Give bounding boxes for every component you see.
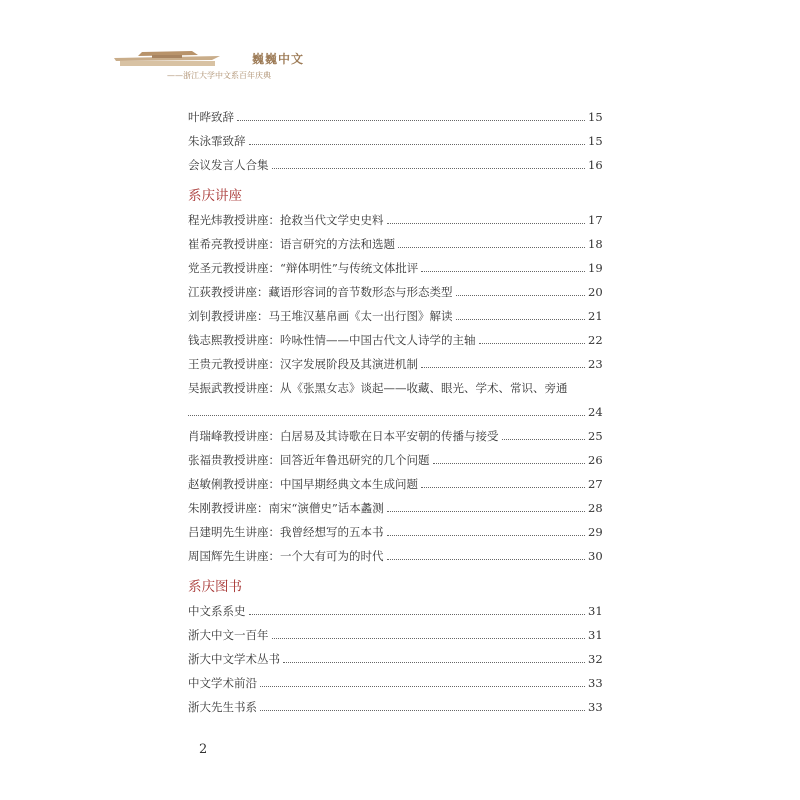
toc-entry[interactable]: [188, 376, 600, 400]
dot-leader: [421, 270, 585, 272]
toc-entry-title: 江荻教授讲座：藏语形容词的音节数形态与形态类型: [188, 285, 453, 299]
dot-leader: [272, 167, 586, 169]
dot-leader: [249, 143, 586, 145]
dot-leader: [387, 222, 586, 224]
toc-entry-title: 浙大先生书系: [188, 700, 257, 714]
toc-entry-page: 25: [588, 429, 603, 443]
toc-entry[interactable]: [188, 448, 603, 472]
toc-entry-page: 29: [588, 525, 603, 539]
gate-tower-logo-icon: [112, 46, 222, 68]
toc-entry[interactable]: [188, 424, 603, 448]
toc-entry-title: 周国辉先生讲座：一个大有可为的时代: [188, 549, 384, 563]
toc-entry-page: 28: [588, 501, 603, 515]
toc-entry-title: 程光炜教授讲座：抢救当代文学史史料: [188, 213, 384, 227]
toc-entry[interactable]: [188, 647, 603, 671]
toc-entry-title: 朱刚教授讲座：南宋“演僧史”话本蠡测: [188, 501, 384, 515]
dot-leader: [398, 246, 585, 248]
table-of-contents: [188, 105, 603, 719]
toc-entry-title: 朱泳霏致辞: [188, 134, 246, 148]
toc-entry-title: 刘钊教授讲座：马王堆汉墓帛画《太一出行图》解读: [188, 309, 453, 323]
toc-entry[interactable]: [188, 256, 603, 280]
toc-entry-page: 27: [588, 477, 603, 491]
toc-entry-page: 22: [588, 333, 603, 347]
section-heading: 系庆图书: [188, 579, 242, 595]
dot-leader: [387, 510, 585, 512]
toc-entry-title: 党圣元教授讲座：“辩体明性”与传统文体批评: [188, 261, 419, 275]
toc-entry-page: 23: [588, 357, 603, 371]
toc-entry[interactable]: [188, 496, 603, 520]
toc-entry-page: 33: [588, 700, 603, 714]
toc-entry[interactable]: [188, 544, 603, 568]
toc-entry[interactable]: [188, 129, 603, 153]
toc-entry-title: 浙大中文一百年: [188, 628, 269, 642]
dot-leader: [479, 342, 586, 344]
toc-entry-page: 31: [588, 604, 603, 618]
dot-leader: [237, 119, 585, 121]
dot-leader: [421, 486, 585, 488]
toc-entry-title: 赵敏俐教授讲座：中国早期经典文本生成问题: [188, 477, 418, 491]
toc-entry-page: 18: [588, 237, 603, 251]
toc-entry-page: 19: [588, 261, 603, 275]
toc-entry-page: 26: [588, 453, 603, 467]
toc-entry[interactable]: [188, 599, 603, 623]
toc-entry-page: 33: [588, 676, 603, 690]
toc-entry-page: 21: [588, 309, 603, 323]
toc-entry-page: 20: [588, 285, 603, 299]
dot-leader: [249, 613, 586, 615]
dot-leader: [260, 685, 585, 687]
dot-leader: [387, 534, 586, 536]
dot-leader: [188, 414, 585, 416]
toc-entry[interactable]: [188, 695, 603, 719]
toc-entry[interactable]: [188, 328, 603, 352]
logo-subtitle: ——浙江大学中文系百年庆典: [167, 71, 271, 80]
toc-entry[interactable]: [188, 304, 603, 328]
toc-entry-title: 吕建明先生讲座：我曾经想写的五本书: [188, 525, 384, 539]
toc-entry-page: 30: [588, 549, 603, 563]
toc-entry[interactable]: [188, 520, 603, 544]
toc-entry-page: 31: [588, 628, 603, 642]
toc-entry[interactable]: [188, 208, 603, 232]
toc-entry-page: 32: [588, 652, 603, 666]
dot-leader: [456, 294, 586, 296]
toc-entry-page: 15: [588, 110, 603, 124]
dot-leader: [272, 637, 586, 639]
toc-entry-title: 崔希亮教授讲座：语言研究的方法和选题: [188, 237, 395, 251]
toc-entry-title: 钱志熙教授讲座：吟咏性情——中国古代文人诗学的主轴: [188, 333, 476, 347]
toc-entry[interactable]: [188, 153, 603, 177]
dot-leader: [456, 318, 586, 320]
dot-leader: [387, 558, 586, 560]
header-logo: [112, 44, 312, 84]
dot-leader: [421, 366, 585, 368]
toc-entry-title: 中文学术前沿: [188, 676, 257, 690]
toc-entry[interactable]: [188, 105, 603, 129]
toc-entry-title: 会议发言人合集: [188, 158, 269, 172]
toc-entry[interactable]: [188, 352, 603, 376]
section-heading: 系庆讲座: [188, 188, 242, 204]
toc-entry-title: 肖瑞峰教授讲座：白居易及其诗歌在日本平安朝的传播与接受: [188, 429, 499, 443]
toc-entry-page: 15: [588, 134, 603, 148]
toc-entry[interactable]: [188, 400, 603, 424]
toc-entry-page: 17: [588, 213, 603, 227]
toc-entry-title: 浙大中文学术丛书: [188, 652, 280, 666]
toc-entry[interactable]: [188, 623, 603, 647]
toc-entry-title: 吴振武教授讲座：从《张黑女志》谈起——收藏、眼光、学术、常识、旁通: [188, 381, 568, 395]
toc-entry-title: 中文系系史: [188, 604, 246, 618]
page-number: 2: [199, 742, 208, 757]
toc-entry[interactable]: [188, 472, 603, 496]
dot-leader: [433, 462, 586, 464]
toc-entry[interactable]: [188, 280, 603, 304]
toc-entry-title: 张福贵教授讲座：回答近年鲁迅研究的几个问题: [188, 453, 430, 467]
toc-entry-title: 王贵元教授讲座：汉字发展阶段及其演进机制: [188, 357, 418, 371]
logo-title: 巍巍中文: [252, 52, 305, 66]
toc-entry[interactable]: [188, 671, 603, 695]
toc-entry[interactable]: [188, 232, 603, 256]
toc-entry-page: 16: [588, 158, 603, 172]
dot-leader: [502, 438, 586, 440]
dot-leader: [283, 661, 585, 663]
dot-leader: [260, 709, 585, 711]
toc-entry-page: 24: [588, 405, 603, 419]
toc-entry-title: 叶晔致辞: [188, 110, 234, 124]
